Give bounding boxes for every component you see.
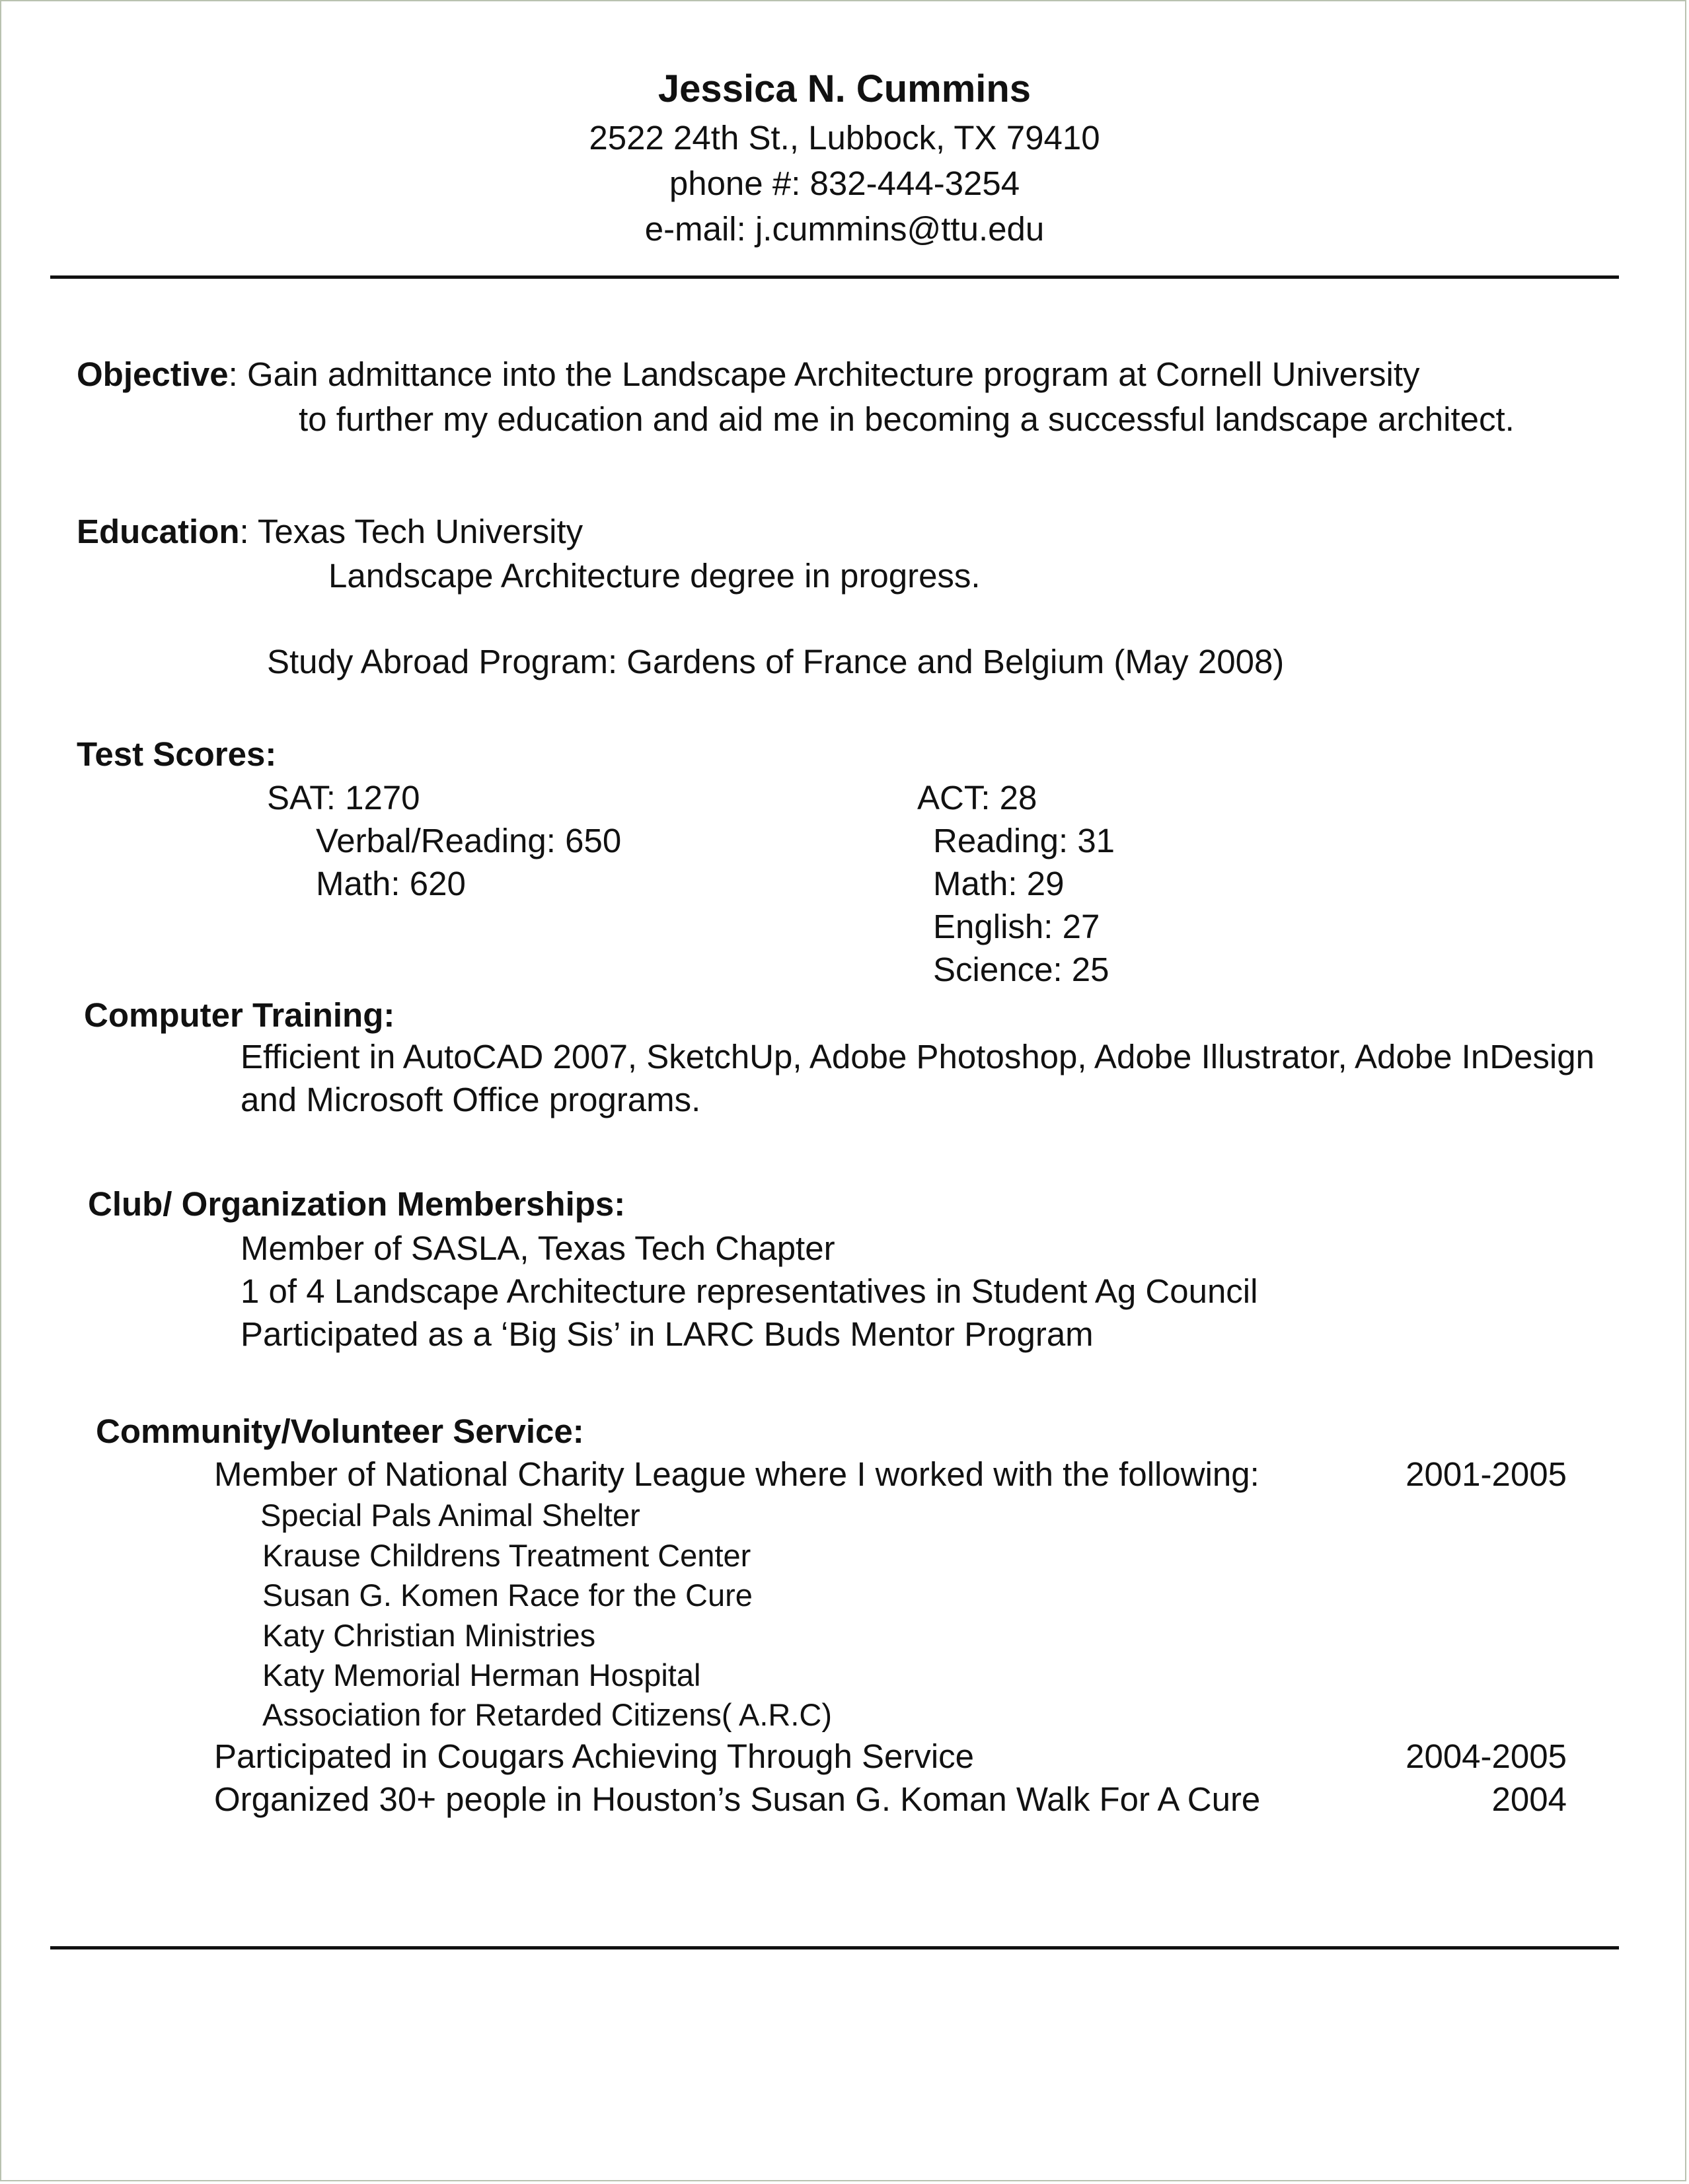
education-heading: Education — [77, 513, 240, 550]
computer-training-text-1: Efficient in AutoCAD 2007, SketchUp, Adobe Photoshop, Adobe Illustrator, Adobe InDesign — [241, 1038, 1595, 1075]
ncl-org-item: Katy Memorial Herman Hospital — [262, 1657, 701, 1693]
contact-email: e-mail: j.cummins@ttu.edu — [644, 210, 1045, 248]
objective-line-1 — [77, 357, 1420, 391]
membership-item: 1 of 4 Landscape Architecture representatives in Student Ag Council — [241, 1272, 1258, 1310]
contact-address: 2522 24th St., Lubbock, TX 79410 — [589, 119, 1100, 157]
ncl-years: 2001-2005 — [1406, 1455, 1567, 1493]
computer-training-text-2: and Microsoft Office programs. — [241, 1081, 701, 1118]
cats-text: Participated in Cougars Achieving Through Service — [214, 1737, 975, 1775]
objective-text-1: : Gain admittance into the Landscape Architecture program at Cornell University — [228, 355, 1420, 393]
walk-text: Organized 30+ people in Houston’s Susan G. Koman Walk For A Cure — [214, 1780, 1261, 1818]
memberships-heading: Club/ Organization Memberships: — [88, 1185, 626, 1223]
community-heading: Community/Volunteer Service: — [96, 1412, 584, 1450]
education-school: : Texas Tech University — [239, 513, 583, 550]
ncl-org-item: Special Pals Animal Shelter — [260, 1498, 640, 1533]
act-item: Math: 29 — [933, 865, 1065, 902]
resume-name: Jessica N. Cummins — [657, 67, 1032, 110]
ncl-org-item: Association for Retarded Citizens( A.R.C) — [262, 1697, 832, 1732]
test-scores-heading: Test Scores: — [77, 735, 277, 773]
objective-text-2: to further my education and aid me in becoming a successful landscape architect. — [299, 400, 1515, 438]
sat-item: Verbal/Reading: 650 — [316, 822, 622, 859]
computer-training-heading: Computer Training: — [84, 996, 395, 1034]
objective-heading: Objective — [77, 355, 229, 393]
act-total: ACT: 28 — [917, 779, 1037, 817]
membership-item: Participated as a ‘Big Sis’ in LARC Buds Mentor Program — [241, 1315, 1094, 1353]
cats-years: 2004-2005 — [1406, 1737, 1567, 1775]
header-divider — [50, 275, 1619, 279]
footer-divider — [50, 1946, 1619, 1949]
walk-years: 2004 — [1491, 1780, 1567, 1818]
education-degree: Landscape Architecture degree in progress. — [328, 557, 981, 595]
sat-total: SAT: 1270 — [267, 779, 420, 817]
act-item: Science: 25 — [933, 951, 1109, 988]
ncl-org-item: Krause Childrens Treatment Center — [262, 1538, 751, 1573]
act-item: English: 27 — [933, 908, 1100, 945]
ncl-text: Member of National Charity League where I worked with the following: — [214, 1455, 1259, 1493]
membership-item: Member of SASLA, Texas Tech Chapter — [241, 1229, 835, 1267]
education-study-abroad: Study Abroad Program: Gardens of France and Belgium (May 2008) — [267, 643, 1285, 680]
act-item: Reading: 31 — [933, 822, 1115, 859]
ncl-org-item: Katy Christian Ministries — [262, 1618, 596, 1653]
contact-phone: phone #: 832-444-3254 — [669, 164, 1020, 202]
ncl-org-item: Susan G. Komen Race for the Cure — [262, 1578, 753, 1613]
sat-item: Math: 620 — [316, 865, 466, 902]
education-line-1 — [77, 515, 583, 548]
